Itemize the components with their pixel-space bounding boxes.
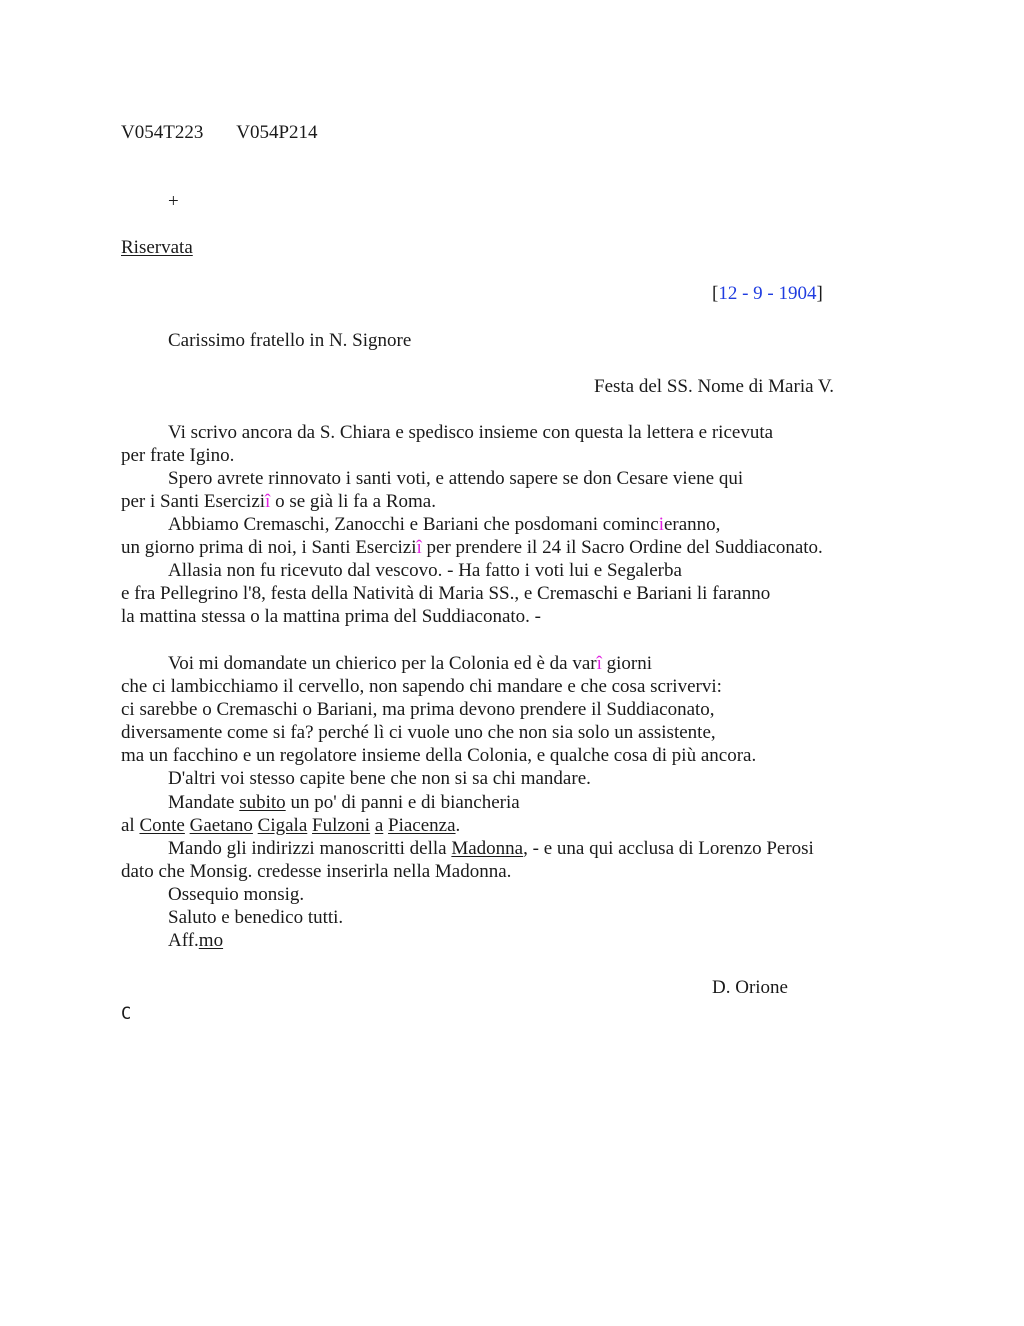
text-line-9: la mattina stessa o la mattina prima del Suddiaconato. - bbox=[121, 606, 541, 627]
text-line-4: per i Santi Eserciziî o se già li fa a Roma. bbox=[121, 491, 436, 512]
accent-mark: î bbox=[265, 491, 271, 512]
text-line-13: diversamente come si fa? perché lì ci vuole uno che non sia solo un assistente, bbox=[121, 722, 716, 743]
text-line-2: per frate Igino. bbox=[121, 445, 235, 466]
underlined-word: mo bbox=[198, 930, 224, 951]
feast-line: Festa del SS. Nome di Maria V. bbox=[594, 376, 834, 397]
accent-mark: î bbox=[416, 537, 422, 558]
closing: Aff.mo bbox=[168, 930, 224, 951]
accent-mark: i bbox=[658, 514, 664, 535]
text-line-12: ci sarebbe o Cremaschi o Bariani, ma prima devono prendere il Suddiaconato, bbox=[121, 699, 715, 720]
code-p: V054P214 bbox=[236, 122, 318, 143]
underlined-word: subito bbox=[239, 792, 286, 813]
text-line-6: un giorno prima di noi, i Santi Eserciziî per prendere il 24 il Sacro Ordine del Suddiaconato. bbox=[121, 537, 823, 558]
riservata-text: Riservata bbox=[121, 237, 193, 258]
text-line-15: D'altri voi stesso capite bene che non si sa chi mandare. bbox=[168, 768, 591, 789]
text-line-11: che ci lambicchiamo il cervello, non sapendo chi mandare e che cosa scrivervi: bbox=[121, 676, 722, 697]
date-value: 12 - 9 - 1904 bbox=[718, 283, 817, 304]
document-codes bbox=[121, 121, 318, 144]
text-line-14: ma un facchino e un regolatore insieme della Colonia, e qualche cosa di più ancora. bbox=[121, 745, 757, 766]
text-line-10: Voi mi domandate un chierico per la Colonia ed è da varî giorni bbox=[168, 653, 653, 674]
code-t: V054T223 bbox=[121, 122, 204, 143]
text-line-18: Mando gli indirizzi manoscritti della Madonna, - e una qui acclusa di Lorenzo Perosi bbox=[168, 838, 814, 859]
text-line-19: dato che Monsig. credesse inserirla nella Madonna. bbox=[121, 861, 512, 882]
text-line-7: Allasia non fu ricevuto dal vescovo. - Ha fatto i voti lui e Segalerba bbox=[168, 560, 682, 581]
letter-date: [12 - 9 - 1904] bbox=[712, 283, 823, 304]
underlined-word: Madonna bbox=[451, 838, 524, 859]
text-line-5: Abbiamo Cremaschi, Zanocchi e Bariani che posdomani comincieranno, bbox=[168, 514, 721, 535]
text-line-20: Ossequio monsig. bbox=[168, 884, 305, 905]
accent-mark: î bbox=[596, 653, 602, 674]
text-line-17: al Conte Gaetano Cigala Fulzoni a Piacenza. bbox=[121, 815, 461, 836]
text-line-8: e fra Pellegrino l'8, festa della Natività di Maria SS., e Cremaschi e Bariani li faranno bbox=[121, 583, 771, 604]
salutation: Carissimo fratello in N. Signore bbox=[168, 330, 412, 351]
text-line-21: Saluto e benedico tutti. bbox=[168, 907, 344, 928]
text-line-3: Spero avrete rinnovato i santi voti, e attendo sapere se don Cesare viene qui bbox=[168, 468, 744, 489]
riservata-label bbox=[121, 236, 193, 259]
text-line-16: Mandate subito un po' di panni e di biancheria bbox=[168, 792, 520, 813]
text-line-1: Vi scrivo ancora da S. Chiara e spedisco insieme con questa la lettera e ricevuta bbox=[168, 422, 774, 443]
footer-mark: C bbox=[121, 1004, 132, 1024]
signature: D. Orione bbox=[712, 977, 788, 998]
cross-mark: + bbox=[168, 191, 179, 212]
